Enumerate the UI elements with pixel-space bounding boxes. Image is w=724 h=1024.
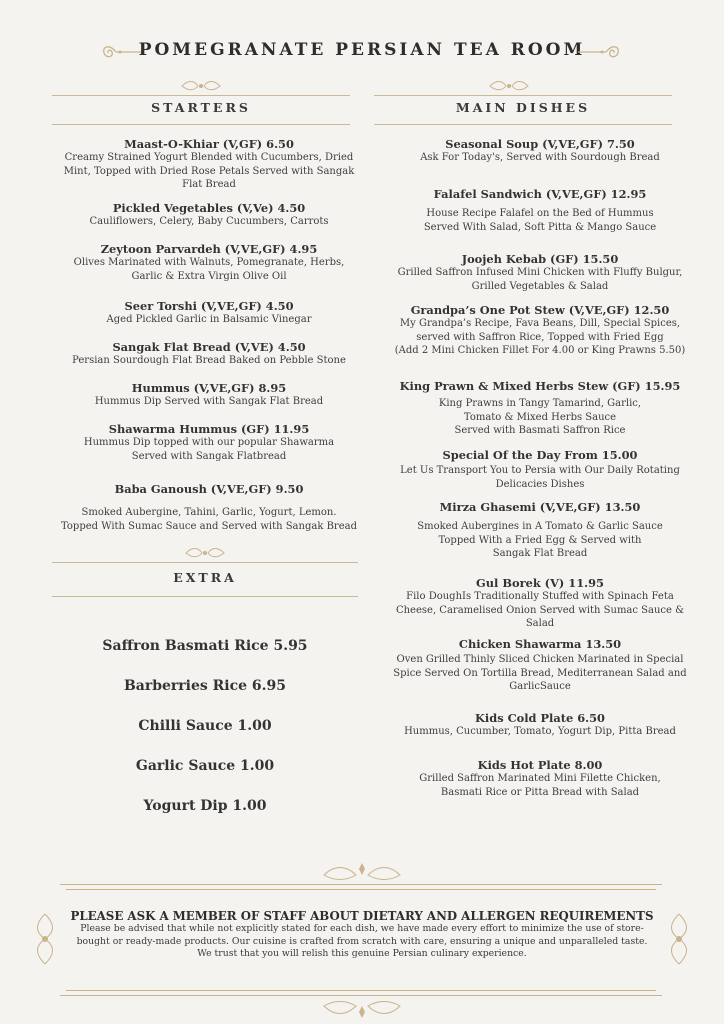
- allergen-notice-line: We trust that you will relish this genuine Persian culinary experience.: [197, 948, 527, 959]
- main-name: Kids Hot Plate 8.00: [477, 758, 603, 772]
- extra-item: Barberries Rice 6.95: [123, 678, 287, 694]
- main-item: [380, 448, 700, 491]
- allergen-notice: [66, 909, 658, 961]
- allergen-notice-title: PLEASE ASK A MEMBER OF STAFF ABOUT DIETARY AND ALLERGEN REQUIREMENTS: [70, 909, 654, 923]
- footer-top-ornament-icon: [320, 861, 404, 883]
- main-item: [380, 711, 700, 739]
- starter-name: Seer Torshi (V,VE,GF) 4.50: [124, 299, 294, 313]
- main-desc-line: Grilled Saffron Marinated Mini Filette Chicken,: [419, 773, 661, 784]
- extra-item: Garlic Sauce 1.00: [135, 758, 275, 774]
- footer-top-rule: [60, 884, 662, 885]
- footer-right-ornament-icon: [664, 912, 694, 966]
- main-name: Grandpa’s One Pot Stew (V,VE,GF) 12.50: [410, 303, 670, 317]
- main-desc-line: Sangak Flat Bread: [492, 548, 588, 559]
- main-desc-line: Hummus, Cucumber, Tomato, Yogurt Dip, Pitta Bread: [404, 726, 676, 737]
- allergen-notice-line: bought or ready-made products. Our cuisine is crafted from scratch with care, ensuring a unique and unparalleled taste.: [76, 935, 648, 947]
- starter-desc-line: Garlic & Extra Virgin Olive Oil: [131, 270, 287, 282]
- starter-desc-line: Aged Pickled Garlic in Balsamic Vinegar: [106, 314, 312, 325]
- main-desc-line: Salad: [525, 618, 555, 629]
- extra-item: Saffron Basmati Rice 5.95: [102, 638, 308, 654]
- starter-name: Baba Ganoush (V,VE,GF) 9.50: [114, 482, 304, 496]
- main-name: Kids Cold Plate 6.50: [475, 711, 605, 725]
- main-desc-line: Filo DoughIs Traditionally Stuffed with Spinach Feta: [406, 591, 674, 602]
- starter-desc-line: Mint, Topped with Dried Rose Petals Served with Sangak: [63, 165, 355, 177]
- main-item: [380, 576, 700, 631]
- main-desc-line: (Add 2 Mini Chicken Fillet For 4.00 or King Prawns 5.50): [394, 345, 686, 356]
- main-desc-line: Oven Grilled Thinly Sliced Chicken Marinated in Special: [396, 654, 684, 665]
- starter-name: Sangak Flat Bread (V,VE) 4.50: [112, 340, 306, 354]
- main-desc-line: Grilled Saffron Infused Mini Chicken with Fluffy Bulgur,: [397, 267, 683, 278]
- main-desc-line: Spice Served On Tortilla Bread, Mediterranean Salad and: [393, 667, 687, 679]
- main-name: Special Of the Day From 15.00: [442, 448, 638, 462]
- starter-desc-line: Hummus Dip Served with Sangak Flat Bread: [94, 396, 324, 407]
- main-desc-line: Smoked Aubergines in A Tomato & Garlic Sauce: [417, 521, 663, 532]
- footer-top-rule-inner: [66, 889, 656, 890]
- starter-desc-line: Creamy Strained Yogurt Blended with Cucumbers, Dried: [64, 152, 354, 163]
- footer-left-ornament-icon: [30, 912, 60, 966]
- starter-desc-line: Olives Marinated with Walnuts, Pomegranate, Herbs,: [73, 257, 345, 268]
- starter-desc-line: Served with Sangak Flatbread: [131, 450, 287, 462]
- main-name: King Prawn & Mixed Herbs Stew (GF) 15.95: [399, 379, 681, 393]
- main-item: [380, 303, 700, 358]
- extra-heading: EXTRA: [173, 570, 237, 585]
- main-item: [380, 187, 700, 234]
- allergen-notice-line: Please be advised that while not explicitly stated for each dish, we have made every effort to minimize the use of store-: [80, 923, 644, 934]
- mains-list: [380, 0, 700, 820]
- main-name: Seasonal Soup (V,VE,GF) 7.50: [445, 137, 635, 151]
- starter-desc-line: Hummus Dip topped with our popular Shawarma: [83, 437, 335, 448]
- starter-desc-line: Persian Sourdough Flat Bread Baked on Pebble Stone: [72, 355, 346, 366]
- footer-bottom-ornament-icon: [320, 998, 404, 1020]
- main-name: Chicken Shawarma 13.50: [458, 637, 622, 651]
- starter-name: Pickled Vegetables (V,Ve) 4.50: [112, 201, 306, 215]
- main-desc-line: Let Us Transport You to Persia with Our Daily Rotating: [400, 465, 680, 476]
- starter-name: Maast-O-Khiar (V,GF) 6.50: [124, 137, 294, 151]
- main-desc-line: served with Saffron Rice, Topped with Fried Egg: [416, 331, 664, 343]
- main-item: [380, 500, 700, 561]
- main-desc-line: Tomato & Mixed Herbs Sauce: [463, 411, 617, 423]
- starters-heading: STARTERS: [151, 100, 251, 115]
- extra-list: [52, 0, 358, 830]
- extra-item: Chilli Sauce 1.00: [138, 718, 272, 734]
- main-desc-line: King Prawns in Tangy Tamarind, Garlic,: [438, 398, 642, 409]
- main-desc-line: Ask For Today's, Served with Sourdough Bread: [420, 152, 660, 163]
- mains-heading: MAIN DISHES: [455, 100, 591, 115]
- footer-bottom-rule: [60, 995, 662, 996]
- main-item: [380, 137, 700, 165]
- page-title: POMEGRANATE PERSIAN TEA ROOM: [138, 40, 586, 60]
- main-name: Mirza Ghasemi (V,VE,GF) 13.50: [439, 500, 641, 514]
- starter-desc-line: Cauliflowers, Celery, Baby Cucumbers, Carrots: [89, 216, 329, 227]
- starter-name: Shawarma Hummus (GF) 11.95: [108, 422, 310, 436]
- main-desc-line: Basmati Rice or Pitta Bread with Salad: [440, 786, 640, 798]
- main-item: [380, 252, 700, 293]
- main-item: [380, 637, 700, 694]
- starter-name: Hummus (V,VE,GF) 8.95: [131, 381, 287, 395]
- main-desc-line: My Grandpa’s Recipe, Fava Beans, Dill, Special Spices,: [399, 318, 681, 329]
- main-desc-line: Cheese, Caramelised Onion Served with Sumac Sauce &: [395, 604, 685, 616]
- extra-item: Yogurt Dip 1.00: [143, 798, 267, 814]
- main-name: Joojeh Kebab (GF) 15.50: [461, 252, 619, 266]
- starter-desc-line: Smoked Aubergine, Tahini, Garlic, Yogurt, Lemon.: [81, 507, 337, 518]
- main-item: [380, 379, 700, 438]
- main-desc-line: Grilled Vegetables & Salad: [471, 280, 609, 292]
- main-name: Gul Borek (V) 11.95: [476, 576, 604, 590]
- footer-bottom-rule-inner: [66, 990, 656, 991]
- starter-desc-line: Topped With Sumac Sauce and Served with Sangak Bread: [61, 520, 357, 532]
- main-desc-line: Delicacies Dishes: [495, 478, 585, 490]
- main-desc-line: Topped With a Fried Egg & Served with: [438, 534, 642, 546]
- main-desc-line: House Recipe Falafel on the Bed of Hummus: [426, 208, 654, 219]
- starter-desc-line: Flat Bread: [182, 179, 236, 190]
- main-desc-line: Served With Salad, Soft Pitta & Mango Sauce: [423, 221, 657, 233]
- main-item: [380, 758, 700, 799]
- starter-name: Zeytoon Parvardeh (V,VE,GF) 4.95: [100, 242, 318, 256]
- main-desc-line: Served with Basmati Saffron Rice: [454, 425, 626, 436]
- main-desc-line: GarlicSauce: [509, 681, 571, 692]
- main-name: Falafel Sandwich (V,VE,GF) 12.95: [433, 187, 647, 201]
